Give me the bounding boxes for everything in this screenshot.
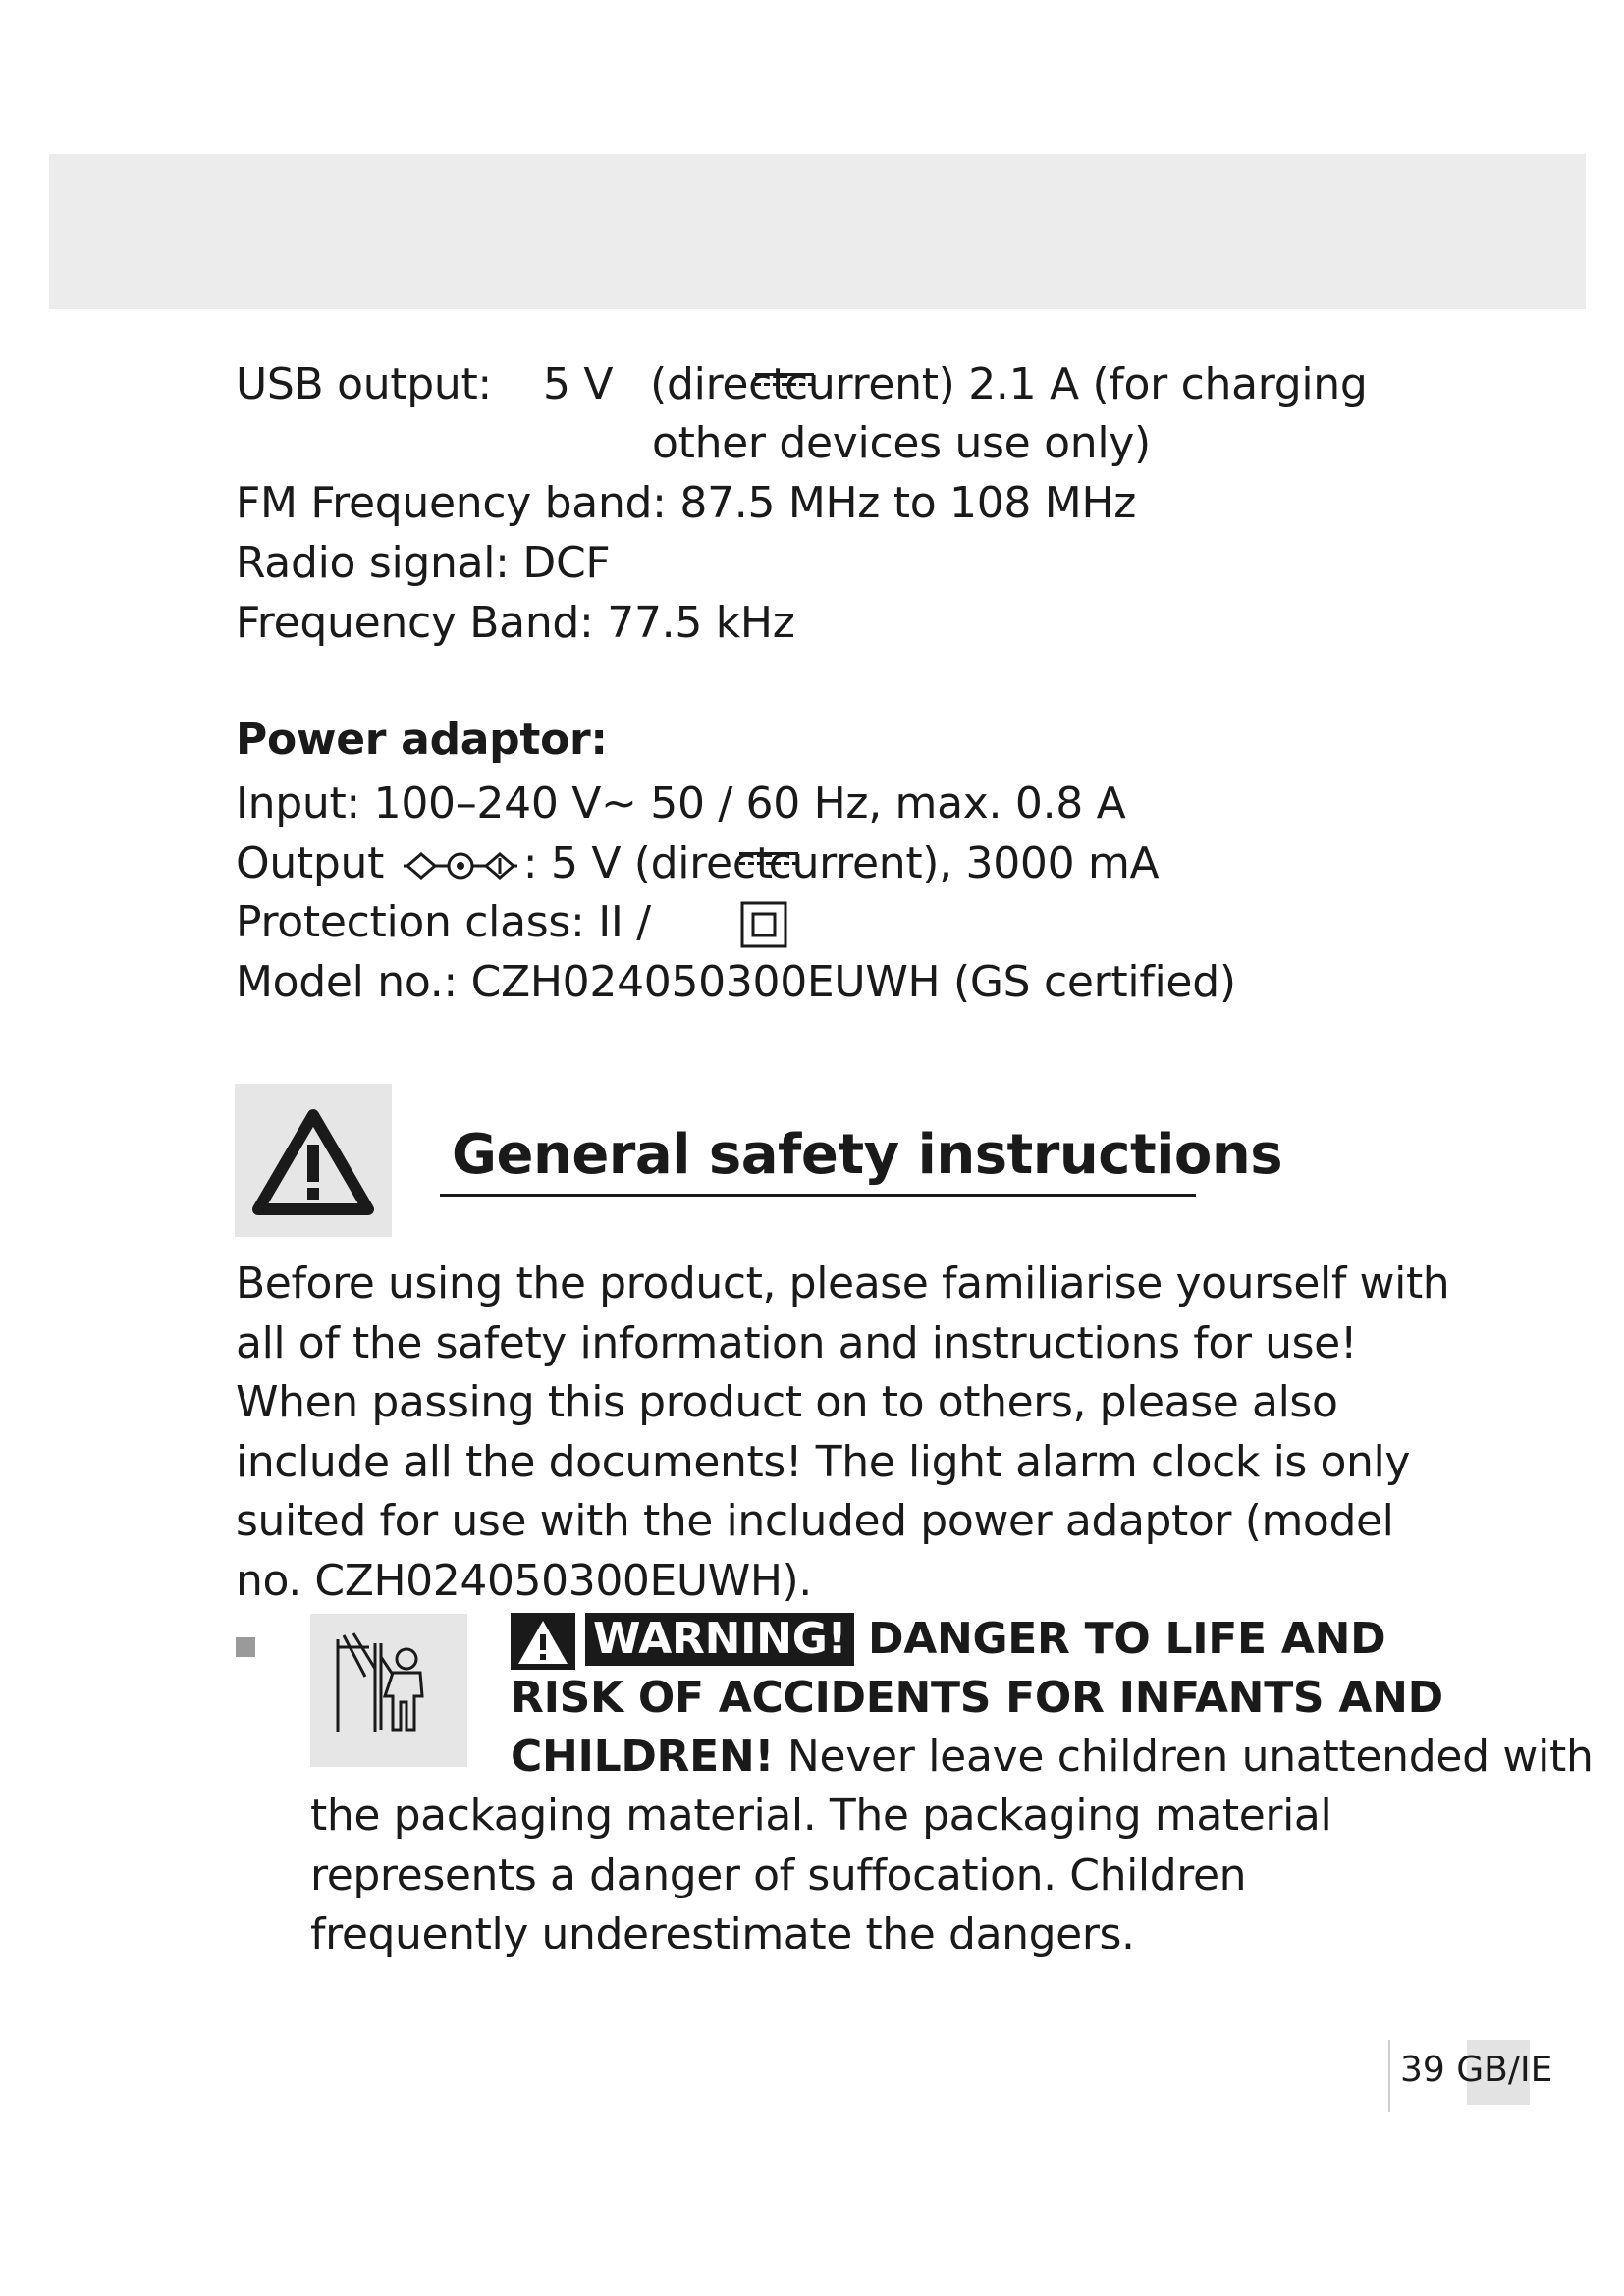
- footer-divider: [1388, 2040, 1390, 2112]
- power-adaptor-heading: Power adaptor:: [236, 715, 608, 765]
- usb-output-line: [236, 355, 1368, 414]
- radio-signal: Radio signal: DCF: [236, 538, 611, 588]
- protection-class: [236, 893, 787, 952]
- page-number: [1400, 2050, 1552, 2090]
- child-hazard-icon: [310, 1614, 467, 1767]
- danger-line2: RISK OF ACCIDENTS FOR INFANTS AND: [511, 1673, 1443, 1723]
- protection-class-label: Protection class: II /: [236, 897, 651, 947]
- usb-output-label: USB output:: [236, 359, 492, 409]
- warning-icon-box: [235, 1084, 392, 1237]
- model-number: Model no.: CZH024050300EUWH (GS certified): [236, 957, 1236, 1007]
- warning-triangle-icon: [235, 1084, 392, 1237]
- power-adaptor-output: [236, 834, 1159, 893]
- page-number-value: 39: [1400, 2050, 1445, 2090]
- usb-output-direct: (direct: [650, 359, 789, 409]
- power-adaptor-input: Input: 100–240 V~ 50 / 60 Hz, max. 0.8 A: [236, 778, 1126, 828]
- page-locale: GB/IE: [1456, 2050, 1553, 2090]
- section-title-underline: [440, 1194, 1196, 1197]
- header-band: [49, 154, 1586, 309]
- fm-frequency-band: FM Frequency band: 87.5 MHz to 108 MHz: [236, 478, 1137, 528]
- danger-line1: DANGER TO LIFE AND: [867, 1614, 1386, 1664]
- child-hazard-icon-box: [310, 1614, 467, 1767]
- direct-current-symbol-icon: [739, 846, 798, 870]
- dc-polarity-icon: [402, 844, 519, 887]
- protection-class-ii-icon: [740, 901, 787, 948]
- output-value: : 5 V (direct: [522, 838, 773, 888]
- warning-text-rest: the packaging material. The packaging material represents a danger of suffocation. Children frequently underestimate the dangers.: [310, 1790, 1332, 1959]
- warning-small-triangle-icon: [511, 1613, 575, 1670]
- usb-output-voltage: 5 V: [542, 359, 614, 409]
- bullet: [236, 1637, 255, 1657]
- usb-output-continuation: other devices use only): [652, 418, 1151, 468]
- safety-intro: Before using the product, please familiarise yourself with all of the safety information and instructions for use! When passing this product on to others, please also include all the documents! The light alarm clock is only suited for use with the included power adaptor (model no. CZH024050300EUWH).: [236, 1258, 1450, 1606]
- danger-line3: CHILDREN!: [511, 1732, 775, 1782]
- usb-output-current: current) 2.1 A (for charging: [785, 359, 1368, 409]
- warning-text-line3: Never leave children unattended with: [774, 1732, 1594, 1782]
- output-tail: current), 3000 mA: [768, 838, 1160, 888]
- frequency-band: Frequency Band: 77.5 kHz: [236, 598, 795, 648]
- direct-current-symbol-icon: [755, 367, 814, 391]
- output-label: Output: [236, 838, 385, 888]
- warning-heading-line1: [511, 1610, 1385, 1670]
- section-title: General safety instructions: [452, 1123, 1283, 1187]
- warning-line3: [511, 1728, 1594, 1787]
- warning-badge: WARNING!: [585, 1613, 854, 1666]
